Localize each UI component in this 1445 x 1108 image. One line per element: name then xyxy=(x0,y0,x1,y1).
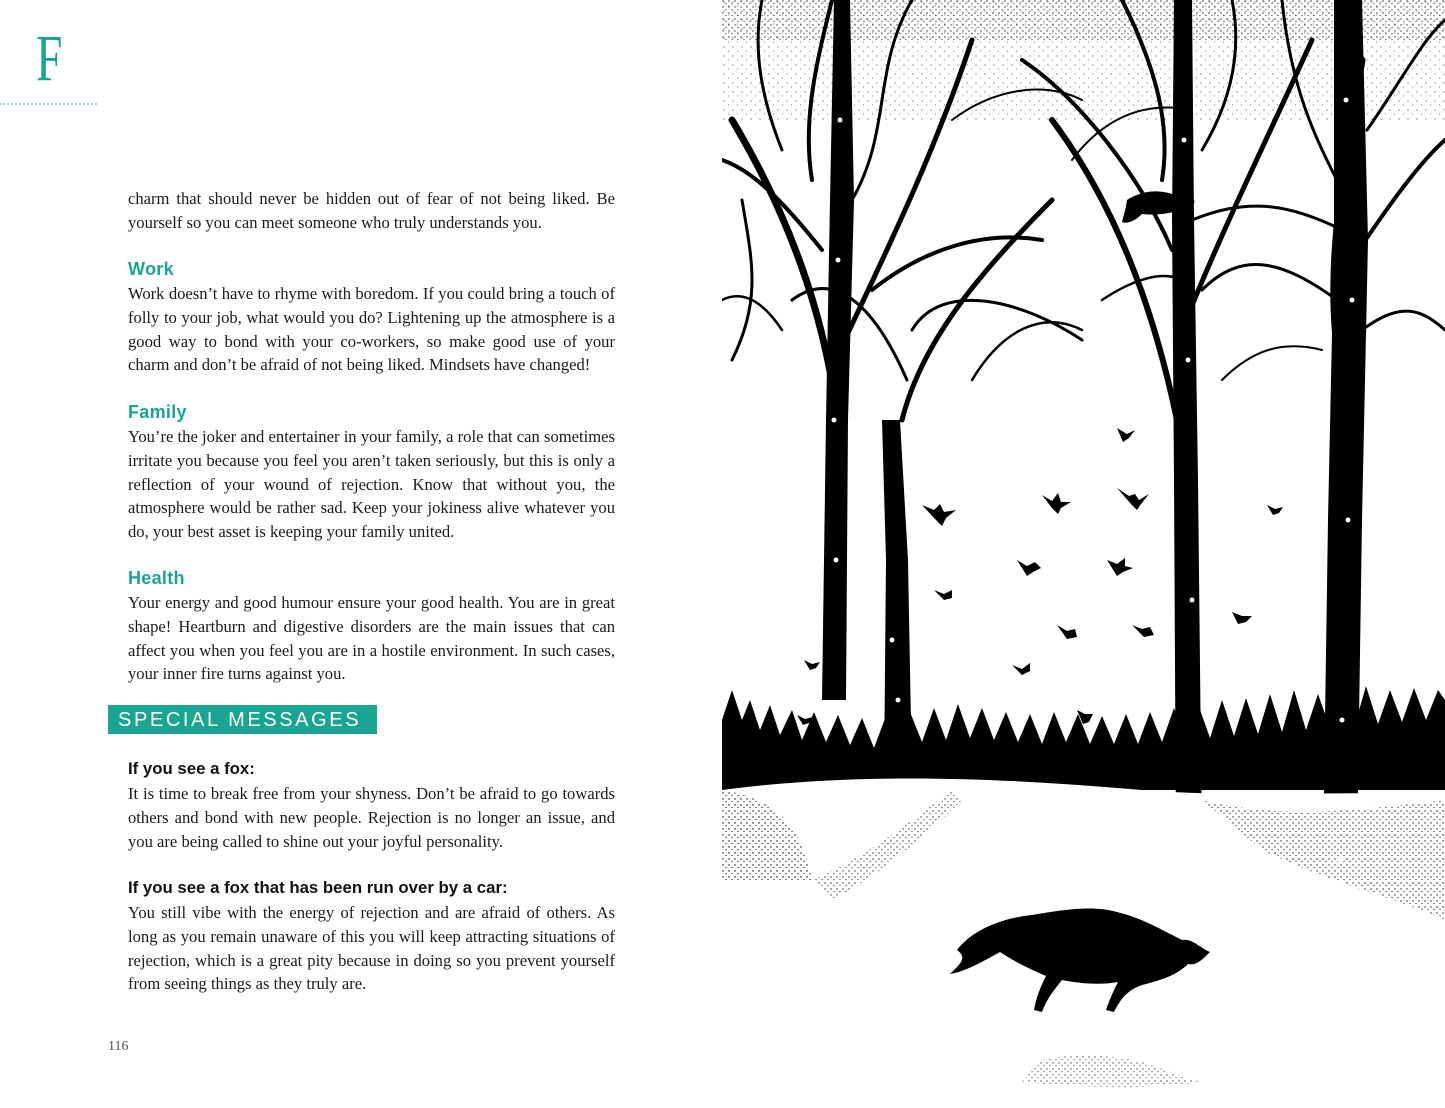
left-page xyxy=(0,0,722,1108)
section-text-health: Your energy and good humour ensure your good health. You are in great shape! Heartburn and digestive disorders are the main issues that can affect you when you feel you are in a hostile environment. In such cases, your inner fire turns against you. xyxy=(128,593,615,684)
message-heading-fox-run-over: If you see a fox that has been run over by a car: xyxy=(128,878,508,897)
right-page xyxy=(722,0,1445,1108)
fox-forest-illustration xyxy=(722,0,1445,1108)
message-heading-fox: If you see a fox: xyxy=(128,759,255,778)
section-text-work: Work doesn’t have to rhyme with boredom. If you could bring a touch of folly to your job, what would you do? Lightening up the atmosphere is a good way to bond with your co-workers, so make good use of your charm and don’t be afraid of not being liked. Mindsets have changed! xyxy=(128,284,615,375)
section-heading-health: Health xyxy=(128,568,185,588)
chapter-letter: F xyxy=(36,22,63,95)
section-heading-work: Work xyxy=(128,259,174,279)
message-text-fox: It is time to break free from your shyness. Don’t be afraid to go towards others and bond with new people. Rejection is no longer an issue, and you are being called to shine out your joyful personality. xyxy=(128,784,615,851)
section-heading-family: Family xyxy=(128,402,187,422)
message-text-fox-run-over: You still vibe with the energy of rejection and are afraid of others. As long as you remain unaware of this you will keep attracting situations of rejection, which is a great pity because in doing so you prevent yourself from seeing things as they truly are. xyxy=(128,903,615,994)
intro-paragraph: charm that should never be hidden out of fear of not being liked. Be yourself so you can meet someone who truly understands you. xyxy=(128,189,615,232)
chapter-divider xyxy=(0,103,97,105)
special-messages-title: SPECIAL MESSAGES xyxy=(118,709,362,731)
special-messages-banner xyxy=(108,705,377,734)
flying-birds xyxy=(797,428,1283,725)
section-text-family: You’re the joker and entertainer in your family, a role that can sometimes irritate you because you feel you aren’t taken seriously, but this is only a reflection of your wound of rejection. Know that without you, the atmosphere would be rather sad. Keep your jokiness alive whatever you do, your best asset is keeping your family united. xyxy=(128,427,615,542)
page-number: 116 xyxy=(108,1039,129,1054)
